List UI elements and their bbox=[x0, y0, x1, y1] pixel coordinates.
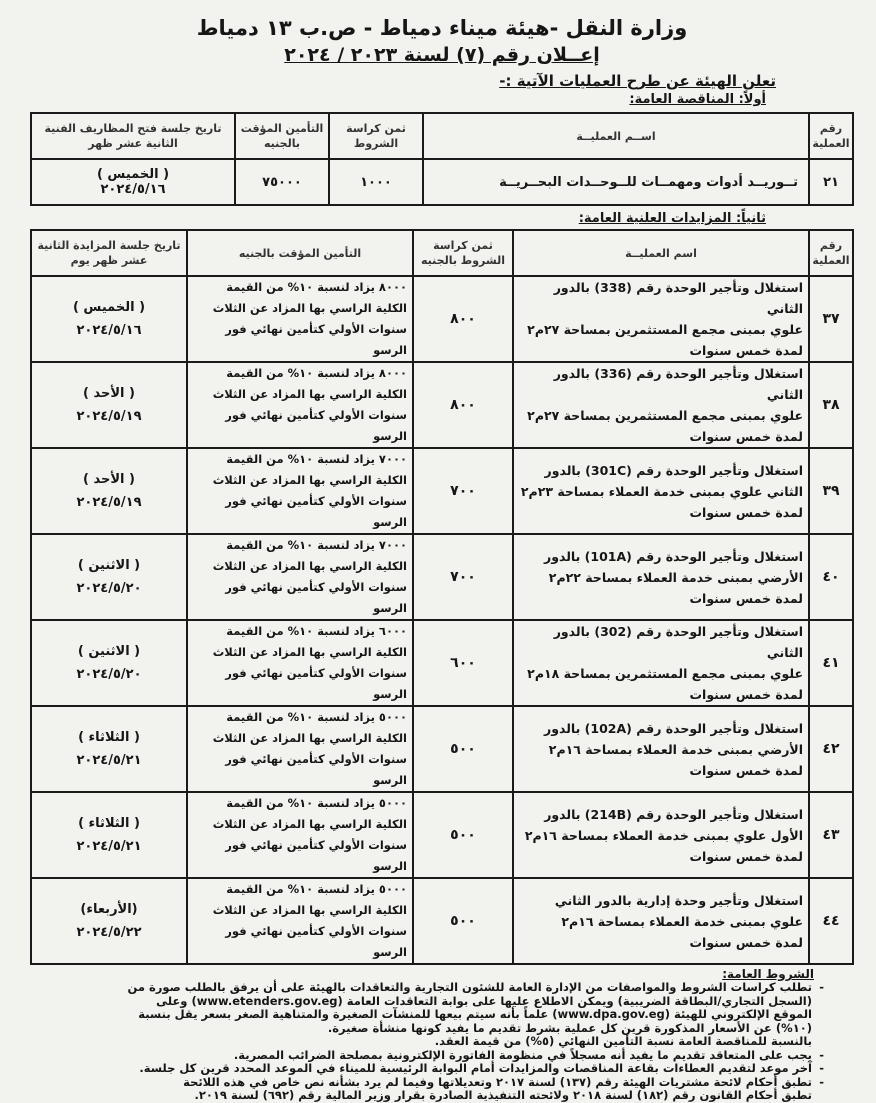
booklet-price: ٦٠٠ bbox=[413, 620, 513, 706]
booklet-price: ١٠٠٠ bbox=[329, 159, 423, 205]
op-name-line: استغلال وتأجير الوحدة رقم (102A) بالدور bbox=[544, 720, 803, 736]
header-line-2: إعــلان رقم (٧) لسنة ٢٠٢٣ / ٢٠٢٤ bbox=[284, 44, 600, 66]
booklet-price: ٧٠٠ bbox=[413, 534, 513, 620]
insurance-line: ٨٠٠٠ يزاد لنسبة ١٠% من القيمة bbox=[226, 366, 407, 380]
terms-item bbox=[38, 1062, 824, 1076]
op-number: ٤١ bbox=[809, 620, 853, 706]
auction-table bbox=[30, 229, 854, 965]
op-name-line: علوي بمبنى مجمع المستثمرين بمساحة ١٨م٢ bbox=[527, 666, 803, 681]
col-header-insurance: التأمين المؤقت بالجنيه bbox=[187, 230, 413, 276]
insurance-amount bbox=[187, 792, 413, 878]
op-name-line: لمدة خمس سنوات bbox=[689, 504, 803, 520]
terms-line: بالنسبة للمناقصة العامة نسبة التأمين النهائي (٥%) من قيمة العقد. bbox=[434, 1034, 812, 1048]
insurance-line: الكلية الراسي بها المزاد عن الثلاث bbox=[212, 645, 407, 659]
session-day: ( الثلاثاء ) bbox=[78, 816, 140, 831]
terms-line: - تطلب كراسات الشروط والمواصفات من الإدارة العامة للشئون التجارية والتعاقدات بالهيئة على أن يرفق بالطلب صورة من bbox=[127, 980, 812, 994]
insurance-line: الكلية الراسي بها المزاد عن الثلاث bbox=[212, 731, 407, 745]
op-number: ٣٧ bbox=[809, 276, 853, 362]
session-date bbox=[31, 448, 187, 534]
session-day: ( الثلاثاء ) bbox=[78, 730, 140, 745]
terms-list bbox=[30, 981, 854, 1103]
col-header-price: ثمن كراسة الشروط bbox=[329, 113, 423, 159]
insurance-amount bbox=[187, 706, 413, 792]
op-name-line: الثاني علوي بمبنى خدمة العملاء بمساحة ٢٣م٢ bbox=[520, 483, 803, 499]
table-row bbox=[31, 448, 853, 534]
insurance-amount: ٧٥٠٠٠ bbox=[235, 159, 329, 205]
terms-item bbox=[38, 1049, 824, 1063]
session-date bbox=[31, 534, 187, 620]
insurance-line: ٥٠٠٠ يزاد لنسبة ١٠% من القيمة bbox=[226, 710, 407, 724]
session-date bbox=[31, 159, 235, 205]
op-number: ٤٠ bbox=[809, 534, 853, 620]
op-name-line: استغلال وتأجير وحدة إدارية بالدور الثاني bbox=[554, 892, 803, 908]
insurance-line: الكلية الراسي بها المزاد عن الثلاث bbox=[212, 301, 407, 315]
insurance-amount bbox=[187, 534, 413, 620]
insurance-amount bbox=[187, 878, 413, 964]
session-day: (الأربعاء) bbox=[80, 902, 138, 917]
session-date-value: ٢٠٢٤/٥/١٩ bbox=[76, 409, 142, 424]
table-row bbox=[31, 276, 853, 362]
insurance-amount bbox=[187, 620, 413, 706]
session-date-value: ٢٠٢٤/٥/٢١ bbox=[76, 753, 142, 768]
terms-line: تطبق أحكام القانون رقم (١٨٢) لسنة ٢٠١٨ ولائحته التنفيذية الصادرة بقرار وزير المالية رقم (٦٩٢) لسنة ٢٠١٩. bbox=[194, 1088, 812, 1102]
terms-line: - آخر موعد لتقديم العطاءات بقاعة المناقصات والمزايدات أمام البوابة الرئيسية للميناء في الموعد المحدد قرين كل جلسة. bbox=[139, 1061, 812, 1075]
op-name bbox=[513, 362, 809, 448]
tender-table-header bbox=[31, 113, 853, 159]
op-name bbox=[513, 620, 809, 706]
session-date bbox=[31, 620, 187, 706]
session-day: ( الخميس ) bbox=[96, 167, 170, 182]
col-header-price: ثمن كراسة الشروط بالجنيه bbox=[413, 230, 513, 276]
col-header-num: رقم العملية bbox=[809, 230, 853, 276]
booklet-price: ٧٠٠ bbox=[413, 448, 513, 534]
op-name bbox=[513, 276, 809, 362]
insurance-amount bbox=[187, 276, 413, 362]
table-row bbox=[31, 792, 853, 878]
session-date-value: ٢٠٢٤/٥/١٩ bbox=[76, 495, 142, 510]
op-name-line: استغلال وتأجير الوحدة رقم (302) بالدور الثاني bbox=[553, 624, 803, 660]
insurance-line: سنوات الأولي كتأمين نهائي فور الرسو bbox=[225, 924, 407, 959]
header-line-1: وزارة النقل -هيئة ميناء دمياط - ص.ب ١٣ دمياط bbox=[196, 16, 688, 40]
terms-line: - تطبق أحكام لائحة مشتريات الهيئة رقم (١٣٧) لسنة ٢٠١٧ وتعديلاتها وفيما لم يرد بشأنه نص خاص في هذه اللائحة bbox=[183, 1074, 812, 1089]
op-name-line: علوي بمبنى مجمع المستثمرين بمساحة ٢٧م٢ bbox=[527, 408, 803, 423]
col-header-date: تاريخ جلسة فتح المظاريف الفنية الثانية عشر ظهر bbox=[31, 113, 235, 159]
op-name bbox=[513, 878, 809, 964]
insurance-line: سنوات الأولي كتأمين نهائي فور الرسو bbox=[225, 322, 407, 357]
op-name-line: لمدة خمس سنوات bbox=[689, 429, 803, 444]
col-header-name: اسم العمليــة bbox=[513, 230, 809, 276]
booklet-price: ٥٠٠ bbox=[413, 878, 513, 964]
op-name bbox=[513, 448, 809, 534]
op-name-line: لمدة خمس سنوات bbox=[689, 848, 803, 864]
col-header-date: تاريخ جلسة المزايدة الثانية عشر ظهر يوم bbox=[31, 230, 187, 276]
table-row bbox=[31, 362, 853, 448]
insurance-line: ٧٠٠٠ يزاد لنسبة ١٠% من القيمة bbox=[226, 538, 407, 552]
insurance-line: ٦٠٠٠ يزاد لنسبة ١٠% من القيمة bbox=[226, 624, 407, 638]
session-date bbox=[31, 792, 187, 878]
terms-title: الشروط العامة: bbox=[722, 967, 814, 981]
insurance-line: ٨٠٠٠ يزاد لنسبة ١٠% من القيمة bbox=[226, 280, 407, 294]
table-row bbox=[31, 706, 853, 792]
op-name-line: لمدة خمس سنوات bbox=[689, 687, 803, 702]
insurance-line: الكلية الراسي بها المزاد عن الثلاث bbox=[212, 387, 407, 401]
op-name: تــوريــد أدوات ومهمــات للــوحــدات البحــريــة bbox=[423, 159, 809, 205]
terms-item bbox=[38, 981, 824, 1049]
op-name-line: لمدة خمس سنوات bbox=[689, 590, 803, 606]
op-name bbox=[513, 534, 809, 620]
op-name-line: علوي بمبنى خدمة العملاء بمساحة ١٦م٢ bbox=[561, 913, 803, 929]
op-name-line: الأرضي بمبنى خدمة العملاء بمساحة ٢٢م٢ bbox=[548, 569, 803, 585]
insurance-line: الكلية الراسي بها المزاد عن الثلاث bbox=[212, 473, 407, 487]
op-number: ٣٩ bbox=[809, 448, 853, 534]
booklet-price: ٨٠٠ bbox=[413, 276, 513, 362]
op-name bbox=[513, 792, 809, 878]
op-number: ٤٣ bbox=[809, 792, 853, 878]
insurance-line: ٥٠٠٠ يزاد لنسبة ١٠% من القيمة bbox=[226, 796, 407, 810]
insurance-line: ٥٠٠٠ يزاد لنسبة ١٠% من القيمة bbox=[226, 882, 407, 896]
table-row bbox=[31, 159, 853, 205]
op-number: ٣٨ bbox=[809, 362, 853, 448]
booklet-price: ٥٠٠ bbox=[413, 792, 513, 878]
op-number: ٤٢ bbox=[809, 706, 853, 792]
table-row bbox=[31, 878, 853, 964]
session-day: ( الأحد ) bbox=[83, 386, 135, 401]
op-number: ٢١ bbox=[809, 159, 853, 205]
terms-line: (١٠%) عن الأسعار المذكورة قرين كل عملية بشرط تقديم ما يفيد كونها منشأة صغيرة. bbox=[327, 1020, 812, 1035]
session-day: ( الخميس ) bbox=[72, 300, 146, 315]
terms-line: (السجل التجاري/البطاقة الضريبية) ويمكن الاطلاع عليها على بوابة التعاقدات العامة (www.etenders.gov.eg) وعلى bbox=[156, 993, 812, 1008]
session-day: ( الاثنين ) bbox=[77, 558, 141, 573]
insurance-line: سنوات الأولي كتأمين نهائي فور الرسو bbox=[225, 752, 407, 787]
session-date-value: ٢٠٢٤/٥/٢٠ bbox=[76, 581, 142, 596]
session-day: ( الاثنين ) bbox=[77, 644, 141, 659]
op-name-line: لمدة خمس سنوات bbox=[689, 762, 803, 778]
insurance-line: الكلية الراسي بها المزاد عن الثلاث bbox=[212, 817, 407, 831]
op-name-line: الأول علوي بمبنى خدمة العملاء بمساحة ١٦م٢ bbox=[524, 827, 803, 843]
terms-line: - يجب على المتعاقد تقديم ما يفيد أنه مسجلاً في منظومة الفاتورة الإلكترونية بمصلحة الضرائب المصرية. bbox=[233, 1047, 812, 1062]
session-date-value: ٢٠٢٤/٥/٢٢ bbox=[76, 925, 142, 940]
tender-table bbox=[30, 112, 854, 206]
op-name-line: استغلال وتأجير الوحدة رقم (101A) بالدور bbox=[544, 548, 803, 564]
booklet-price: ٥٠٠ bbox=[413, 706, 513, 792]
op-name-line: استغلال وتأجير الوحدة رقم (336) بالدور الثاني bbox=[553, 366, 803, 402]
op-name-line: الأرضي بمبنى خدمة العملاء بمساحة ١٦م٢ bbox=[548, 741, 803, 757]
insurance-line: الكلية الراسي بها المزاد عن الثلاث bbox=[212, 559, 407, 573]
section-2-title: ثانياً: المزايدات العلنية العامة: bbox=[578, 211, 766, 226]
op-name bbox=[513, 706, 809, 792]
intro-text: تعلن الهيئة عن طرح العمليات الآتية :- bbox=[499, 72, 776, 90]
op-name-line: استغلال وتأجير الوحدة رقم (214B) بالدور bbox=[544, 806, 803, 822]
session-date-value: ٢٠٢٤/٥/٢٠ bbox=[76, 667, 142, 682]
session-date bbox=[31, 276, 187, 362]
session-date-value: ٢٠٢٤/٥/١٦ bbox=[100, 182, 166, 197]
auction-table-header bbox=[31, 230, 853, 276]
document-header bbox=[30, 14, 854, 68]
terms-item bbox=[38, 1076, 824, 1103]
op-name-line: علوي بمبنى مجمع المستثمرين بمساحة ٢٧م٢ bbox=[527, 322, 803, 337]
terms-line: الموقع الإلكتروني للهيئة (www.dpa.gov.eg) علماً بأنه سيتم بيعها للمنشآت الصغيرة والمتناهية الصغر بسعر يقل بنسبة bbox=[138, 1007, 812, 1021]
table-row bbox=[31, 620, 853, 706]
col-header-insurance: التأمين المؤقت بالجنيه bbox=[235, 113, 329, 159]
insurance-line: الكلية الراسي بها المزاد عن الثلاث bbox=[212, 903, 407, 917]
booklet-price: ٨٠٠ bbox=[413, 362, 513, 448]
session-date bbox=[31, 878, 187, 964]
table-row bbox=[31, 534, 853, 620]
insurance-line: ٧٠٠٠ يزاد لنسبة ١٠% من القيمة bbox=[226, 452, 407, 466]
insurance-line: سنوات الأولي كتأمين نهائي فور الرسو bbox=[225, 580, 407, 615]
insurance-line: سنوات الأولي كتأمين نهائي فور الرسو bbox=[225, 838, 407, 873]
op-name-line: استغلال وتأجير الوحدة رقم (301C) بالدور bbox=[544, 462, 803, 478]
op-name-line: استغلال وتأجير الوحدة رقم (338) بالدور الثاني bbox=[553, 280, 803, 316]
session-date bbox=[31, 706, 187, 792]
session-date-value: ٢٠٢٤/٥/٢١ bbox=[76, 839, 142, 854]
insurance-amount bbox=[187, 448, 413, 534]
session-date-value: ٢٠٢٤/٥/١٦ bbox=[76, 323, 142, 338]
col-header-num: رقم العملية bbox=[809, 113, 853, 159]
session-date bbox=[31, 362, 187, 448]
auction-table-body bbox=[31, 276, 853, 964]
insurance-amount bbox=[187, 362, 413, 448]
op-name-line: لمدة خمس سنوات bbox=[689, 343, 803, 358]
op-name-line: لمدة خمس سنوات bbox=[689, 934, 803, 950]
insurance-line: سنوات الأولي كتأمين نهائي فور الرسو bbox=[225, 408, 407, 443]
insurance-line: سنوات الأولي كتأمين نهائي فور الرسو bbox=[225, 494, 407, 529]
col-header-name: اســم العمليــة bbox=[423, 113, 809, 159]
session-day: ( الأحد ) bbox=[83, 472, 135, 487]
insurance-line: سنوات الأولي كتأمين نهائي فور الرسو bbox=[225, 666, 407, 701]
section-1-title: أولاً: المناقصة العامة: bbox=[629, 92, 766, 107]
op-number: ٤٤ bbox=[809, 878, 853, 964]
